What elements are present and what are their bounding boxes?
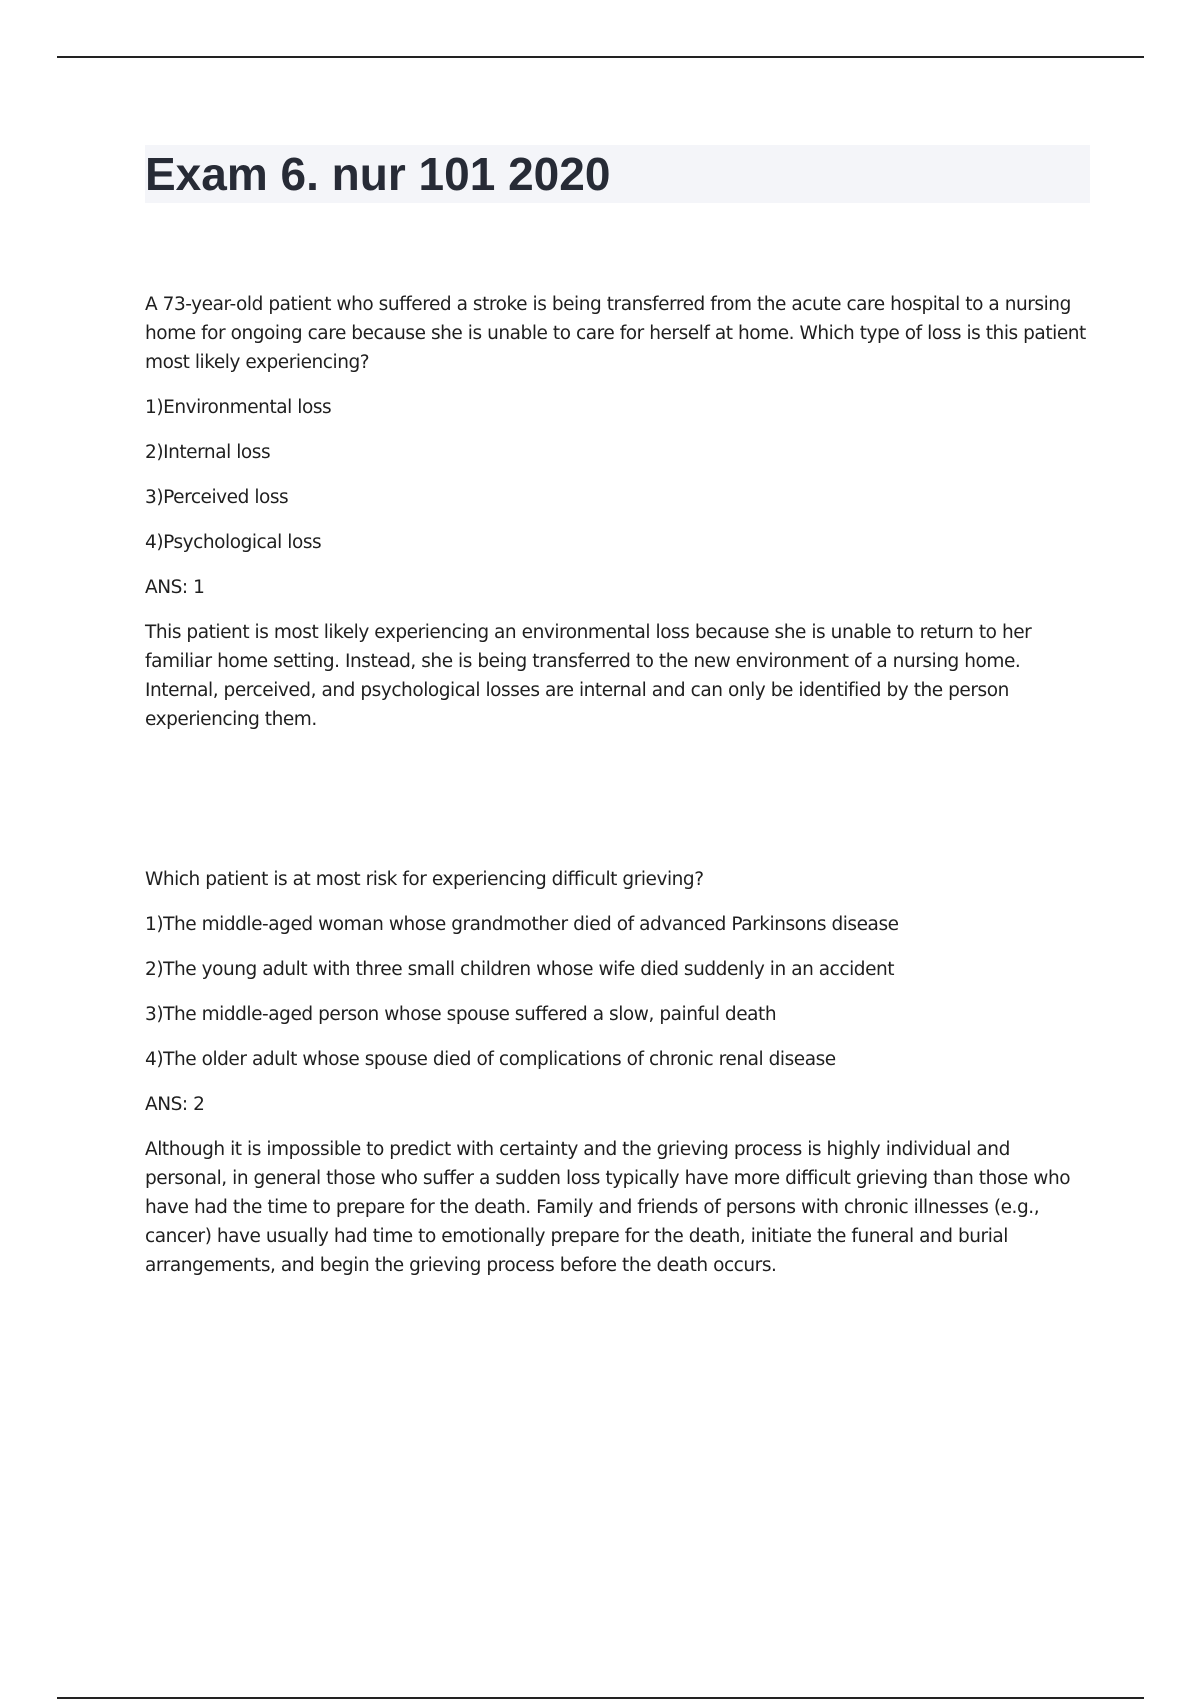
answer-option: 3)The middle-aged person whose spouse suffered a slow, painful death xyxy=(145,1004,777,1025)
answer-option: 1)The middle-aged woman whose grandmother died of advanced Parkinsons disease xyxy=(145,914,899,935)
question-1 xyxy=(145,290,1090,734)
answer-key: ANS: 1 xyxy=(145,577,205,598)
rationale: This patient is most likely experiencing an environmental loss because she is unable to return to her familiar home setting. Instead, she is being transferred to the new environment of a nursing home. Internal, perceived, and psychological losses are internal and can only be identified by the person experiencing them. xyxy=(145,622,1032,730)
rationale: Although it is impossible to predict with certainty and the grieving process is highly individual and personal, in general those who suffer a sudden loss typically have more difficult grieving than those who have had the time to prepare for the death. Family and friends of persons with chronic illnesses (e.g., cancer) have usually had time to emotionally prepare for the death, initiate the funeral and burial arrangements, and begin the grieving process before the death occurs. xyxy=(145,1139,1071,1276)
answer-option: 4)The older adult whose spouse died of complications of chronic renal disease xyxy=(145,1049,836,1070)
answer-option: 2)The young adult with three small children whose wife died suddenly in an accident xyxy=(145,959,895,980)
question-spacer xyxy=(145,750,1090,865)
document-title: Exam 6. nur 101 2020 xyxy=(145,148,611,200)
question-2 xyxy=(145,865,1090,1280)
answer-option: 1)Environmental loss xyxy=(145,397,332,418)
top-divider xyxy=(57,56,1144,58)
answer-option: 4)Psychological loss xyxy=(145,532,322,553)
answer-option: 2)Internal loss xyxy=(145,442,271,463)
answer-key: ANS: 2 xyxy=(145,1094,205,1115)
question-stem: A 73-year-old patient who suffered a stroke is being transferred from the acute care hospital to a nursing home for ongoing care because she is unable to care for herself at home. Which type of loss is this patient most likely experiencing? xyxy=(145,294,1086,373)
question-stem: Which patient is at most risk for experiencing difficult grieving? xyxy=(145,869,704,890)
document-body xyxy=(145,290,1090,1296)
bottom-divider xyxy=(57,1697,1144,1699)
answer-option: 3)Perceived loss xyxy=(145,487,289,508)
